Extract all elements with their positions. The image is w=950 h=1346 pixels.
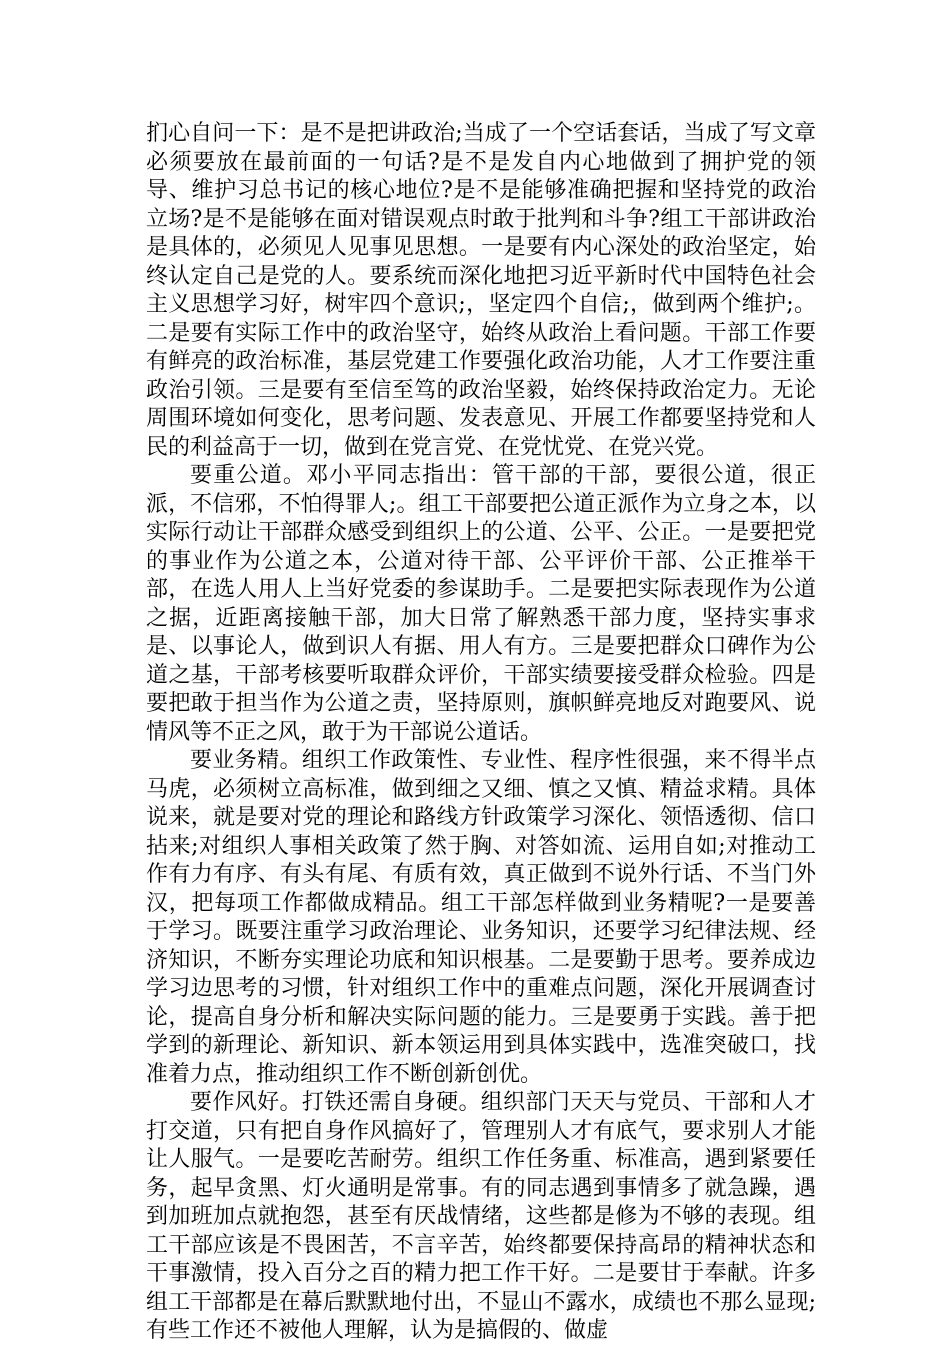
paragraph-work-style: 要作风好。打铁还需自身硬。组织部门天天与党员、干部和人才打交道，只有把自身作风搞好了，管理别人才有底气，要求别人才能让人服气。一是要吃苦耐劳。组织工作任务重、标准高，遇到紧要任务，起早贪黑、灯火通明是常事。有的同志遇到事情多了就急躁，遇到加班加点就抱怨，甚至有厌战情绪，这些都是修为不够的表现。组工干部应该是不畏困苦，不言辛苦，始终都要保持高昂的精神状态和干事激情，投入百分之百的精力把工作干好。二是要甘于奉献。许多组工干部都是在幕后默默地付出，不显山不露水，成绩也不那么显现;有些工作还不被他人理解，认为是搞假的、做虚 bbox=[146, 1090, 816, 1343]
document-body bbox=[146, 120, 816, 1346]
paragraph-fairness: 要重公道。邓小平同志指出：管干部的干部，要很公道，很正派，不信邪，不怕得罪人;。组工干部要把公道正派作为立身之本，以实际行动让干部群众感受到组织上的公道、公平、公正。一是要把党的事业作为公道之本，公道对待干部、公平评价干部、公正推举干部，在选人用人上当好党委的参谋助手。二是要把实际表现作为公道之据，近距离接触干部，加大日常了解熟悉干部力度，坚持实事求是、以事论人，做到识人有据、用人有方。三是要把群众口碑作为公道之基，干部考核要听取群众评价，干部实绩要接受群众检验。四是要把敢于担当作为公道之责，坚持原则，旗帜鲜亮地反对跑要风、说情风等不正之风，敢于为干部说公道话。 bbox=[146, 463, 816, 745]
paragraph-professional-skill: 要业务精。组织工作政策性、专业性、程序性很强，来不得半点马虎，必须树立高标准，做到细之又细、慎之又慎、精益求精。具体说来，就是要对党的理论和路线方针政策学习深化、领悟透彻、信口拈来;对组织人事相关政策了然于胸、对答如流、运用自如;对推动工作有力有序、有头有尾、有质有效，真正做到不说外行话、不当门外汉，把每项工作都做成精品。组工干部怎样做到业务精呢?一是要善于学习。既要注重学习政治理论、业务知识，还要学习纪律法规、经济知识，不断夯实理论功底和知识根基。二是要勤于思考。要养成边学习边思考的习惯，针对组织工作中的重难点问题，深化开展调查讨论，提高自身分析和解决实际问题的能力。三是要勇于实践。善于把学到的新理论、新知识、新本领运用到具体实践中，选准突破口，找准着力点，推动组织工作不断创新创优。 bbox=[146, 748, 816, 1087]
paragraph-political-self-check: 扪心自问一下：是不是把讲政治;当成了一个空话套话，当成了写文章必须要放在最前面的一句话?是不是发自内心地做到了拥护党的领导、维护习总书记的核心地位?是不是能够准确把握和坚持党的政治立场?是不是能够在面对错误观点时敢于批判和斗争?组工干部讲政治是具体的，必须见人见事见思想。一是要有内心深处的政治坚定，始终认定自己是党的人。要系统而深化地把习近平新时代中国特色社会主义思想学习好，树牢四个意识;，坚定四个自信;，做到两个维护;。二是要有实际工作中的政治坚守，始终从政治上看问题。干部工作要有鲜亮的政治标准，基层党建工作要强化政治功能，人才工作要注重政治引领。三是要有至信至笃的政治坚毅，始终保持政治定力。无论周围环境如何变化，思考问题、发表意见、开展工作都要坚持党和人民的利益高于一切，做到在党言党、在党忧党、在党兴党。 bbox=[146, 121, 816, 460]
